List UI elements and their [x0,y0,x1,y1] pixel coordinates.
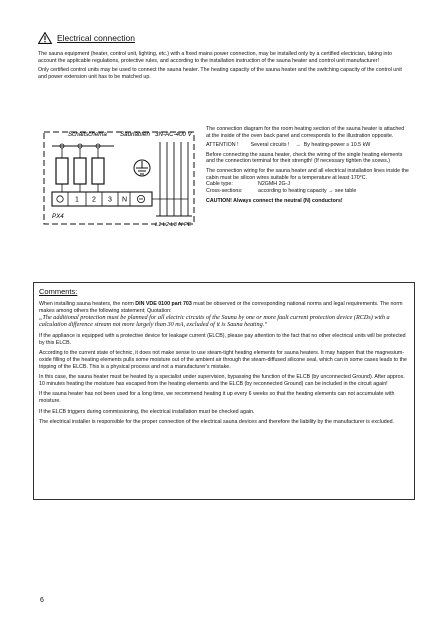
page-title: Electrical connection [57,33,135,43]
norm-quotation: „The additional protection must be planned for all electric circuits of the Sauna by one or more fault current protection device (RCDs) with a calculation difference stream not more largely than 30 mA, excluded of it is Sauna heating.“ [39,314,390,329]
heating-elements [56,148,104,192]
heating-power-label: By heating-power ≥ 10.5 kW [303,142,371,149]
diagram-label-voltage: 3N-AC-400 V [155,131,192,138]
attention-row [206,142,410,149]
wiring-diagram [38,124,200,232]
several-circuits-label: Several circuits ! [250,142,290,149]
comments-paragraph-1 [39,301,409,314]
notes-paragraph-3: The connection wiring for the sauna heater and all electrical installation lines inside the cabin must be silicon wires suitable for a temperature at least 170°C. [206,167,409,181]
intro-paragraph-1: The sauna equipment (heater, control unit, lighting, etc.) with a fixed mains power connection, may be installed only by a certified electrician, taking into account the applicable regulations, protective rules, and according to the installation instruction of the sauna heater and control unit manufacturer! [38,51,392,64]
comments-p1-end: must be observed or the corresponding national norms and legal requirements. The norm makes among others the following statement; Quotation: [39,301,403,314]
warning-triangle-icon [38,32,52,44]
terminal-label: 2 [92,196,96,204]
diagram-label-px4: PX4 [52,213,64,220]
heating-element [92,158,104,184]
intro-paragraph-2: Only certified control units may be used to connect the sauna heater. The heating capacity of the sauna heater and the switching capacity of the control unit and power extension unit has to be matched up. [38,67,402,80]
intro-section [38,51,410,83]
diagram-label-heater: Saunaofen [120,131,150,138]
comments-paragraph-6: If the ELCB triggers during commissioning, the electrical installation must be checked again. [39,408,255,415]
terminal-label: N [122,196,128,204]
comments-paragraph-7: The electrical installer is responsible for the proper connection of the electrical sauna devices and therefore the liability by the manufacturer is excluded. [39,419,395,426]
terminal-label: 3 [108,196,112,204]
comments-paragraph-4: In this case, the sauna heater must be heated by a specialist under supervision, bypassing the function of the ELCB (by unconnected Ground). After approx. 10 minutes heating the moisture has escaped from the heating elements and the ELCB (by reconnected Ground) can be included in the circuit again! [39,374,405,387]
cable-type-row [206,181,410,188]
connection-notes [206,126,410,208]
comments-paragraph-5: If the sauna heater has not been used for a long time, we recommend heating it up every 6 weeks so that the heating elements can not accumulate with moisture. [39,391,395,404]
cable-type-key: Cable type: [206,181,233,188]
terminal-label: 1 [75,196,79,204]
diagram-label-mains: L1 L2 L3 N PE [155,222,192,228]
comments-p1-start: When installing sauna heaters, the norm [39,301,136,307]
heating-element [56,158,68,184]
diagram-label-schema: Schaltschema [68,131,107,138]
heating-element [74,158,86,184]
comments-box [33,282,415,500]
comments-paragraph-3: According to the current state of technic, it does not make sense to use steam-tight heating elements for sauna heaters. It may happen that the magnesium-oxide filling of the heating elements pulls some moisture out of the ambient air through the steam-diffused silicone seal, which can in some cases leads to the tripping of the ELCB. This is a physical process and not a manufacturer's mistake. [39,350,407,370]
section-heading [38,32,135,44]
notes-paragraph-2: Before connecting the sauna heater, check the wiring of the single heating elements and the connection terminal for their strength! (If necessary tighten the scews.) [206,151,403,165]
page-number: 6 [40,597,44,604]
caution-note: CAUTION! Always connect the neutral (N) conductors! [206,198,343,205]
cable-type-value: N2GMH 2G-J [258,181,291,188]
arrow-icon: → [295,142,301,149]
ground-symbol-icon [134,160,150,176]
cross-section-row [206,188,410,195]
notes-paragraph-1: The connection diagram for the room heating section of the sauna heater is attached at the inside of the oven back panel and corresponds to the illustration opposite. [206,126,405,139]
comments-paragraph-2: If the appliance is equipped with a protective device for leakage current (ELCB), please pay attention to the fact that no other electrical units will be protected by this ELCB. [39,333,406,346]
comments-title: Comments: [39,287,78,296]
attention-label: ATTENTION ! [206,142,239,149]
cross-section-key: Cross-sections: [206,187,243,194]
cross-section-value: according to heating capacity → see table [258,187,357,194]
norm-reference: DIN VDE 0100 part 703 [135,301,192,307]
